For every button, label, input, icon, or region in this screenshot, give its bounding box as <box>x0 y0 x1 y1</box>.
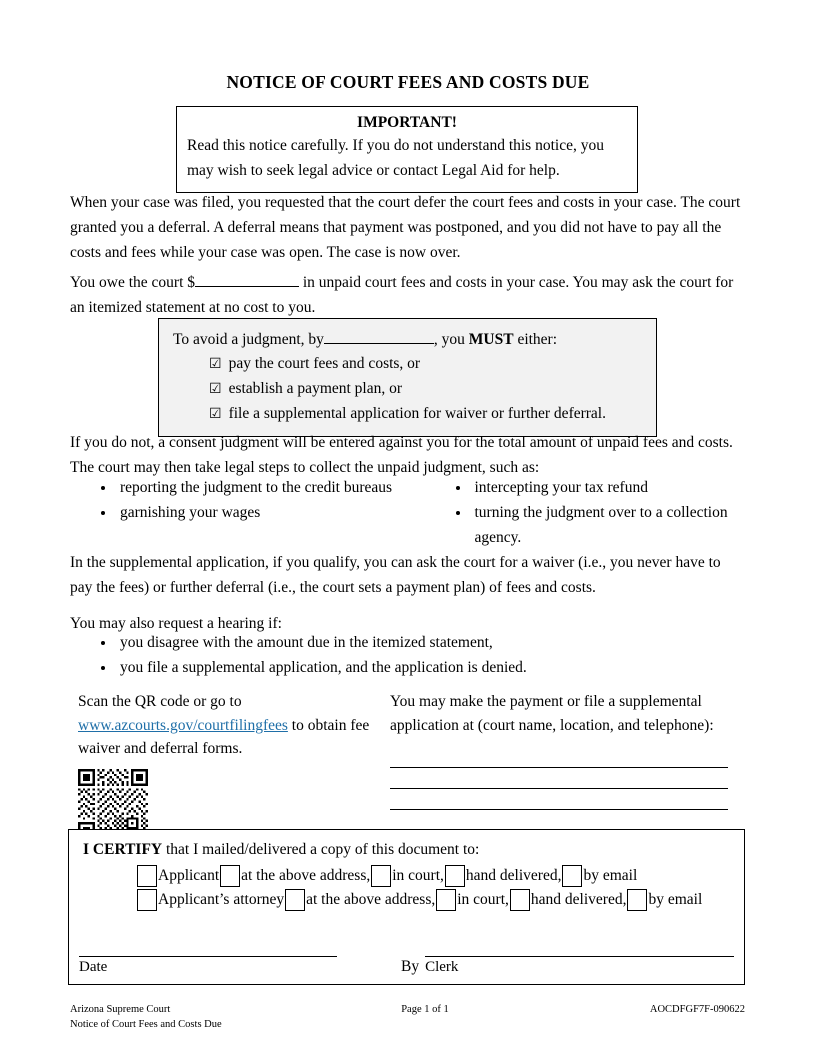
date-caption: Date <box>79 959 108 975</box>
avoid-judgment-lead-prefix: To avoid a judgment, by <box>173 331 324 348</box>
avoid-judgment-box <box>158 318 657 437</box>
payment-location-section <box>390 690 728 831</box>
certify-row-applicant <box>137 865 734 887</box>
deferral-explanation-paragraph: When your case was filed, you requested that the court defer the court fees and costs in your case. The court granted you a deferral. A deferral means that payment was postponed, and you did not have to pay all the costs and fees while your case was open. The case is now over. <box>70 194 741 262</box>
qr-code-section <box>78 690 378 839</box>
date-field-group <box>79 938 337 978</box>
amount-owed-prefix: You owe the court $ <box>70 274 195 291</box>
collection-steps-right-list <box>425 476 744 550</box>
hearing-reasons-list-wrap <box>70 630 743 680</box>
checkbox-checked-icon[interactable]: ☑ <box>209 356 222 373</box>
deadline-date-blank[interactable] <box>324 328 434 344</box>
important-body-text: Read this notice carefully. If you do not understand this notice, you may wish to seek legal advice or contact Legal Aid for help. <box>187 137 604 180</box>
checkbox-checked-icon[interactable]: ☑ <box>209 381 222 398</box>
payment-instructions: You may make the payment or file a supplemental application at (court name, location, and telephone): <box>390 693 714 734</box>
clerk-field-group <box>425 938 734 978</box>
supplemental-application-paragraph: In the supplemental application, if you qualify, you can ask the court for a waiver (i.e., you never have to pay the fees) or further deferral (i.e., the court sets a payment plan) of fees and costs. <box>70 554 721 597</box>
payment-blank-line[interactable] <box>390 789 728 810</box>
collection-steps-left-column <box>70 476 407 550</box>
list-item: • reporting the judgment to the credit bureaus <box>116 476 407 501</box>
qr-instructions <box>78 690 378 761</box>
footer-court-name: Arizona Supreme Court <box>70 1004 171 1015</box>
payment-blank-line[interactable] <box>390 768 728 789</box>
signature-row <box>79 938 734 978</box>
payment-blank-line[interactable] <box>390 810 728 831</box>
qr-instructions-line1: Scan the QR code or go to <box>78 693 242 710</box>
certify-label: hand delivered, <box>530 891 627 909</box>
must-options-list <box>173 351 644 426</box>
checkbox-attorney-in-court[interactable] <box>436 889 456 911</box>
certify-label: at the above address, <box>241 867 371 885</box>
list-item: • intercepting your tax refund <box>471 476 744 501</box>
checkbox-applicant[interactable] <box>137 865 157 887</box>
checkbox-attorney-above-address[interactable] <box>285 889 305 911</box>
checkbox-attorney-hand-delivered[interactable] <box>510 889 530 911</box>
consent-judgment-paragraph: If you do not, a consent judgment will be entered against you for the total amount of unpaid fees and costs. The court may then take legal steps to collect the unpaid judgment, such as: <box>70 434 733 477</box>
certify-lead-rest: that I mailed/delivered a copy of this document to: <box>162 841 480 858</box>
certify-label: Applicant <box>158 867 220 885</box>
collection-steps-columns <box>70 476 743 550</box>
clerk-signature-line[interactable] <box>425 938 734 957</box>
payment-blank-lines <box>390 747 728 831</box>
list-item: • garnishing your wages <box>116 501 407 526</box>
certificate-of-service-box <box>68 829 745 985</box>
important-notice-box <box>176 106 638 193</box>
certify-label: Applicant’s attorney <box>158 891 285 909</box>
amount-owed-blank[interactable] <box>195 271 299 287</box>
hearing-request-lead: You may also request a hearing if: <box>70 615 282 632</box>
collection-steps-left-list <box>70 476 407 526</box>
court-filing-fees-link[interactable]: www.azcourts.gov/courtfilingfees <box>78 716 288 734</box>
checkbox-applicant-by-email[interactable] <box>562 865 582 887</box>
footer-form-name: Notice of Court Fees and Costs Due <box>70 1018 222 1030</box>
checkbox-checked-icon[interactable]: ☑ <box>209 406 222 423</box>
must-option-label: pay the court fees and costs, or <box>228 355 421 373</box>
footer-source <box>70 1003 350 1033</box>
footer-form-code: AOCDFGF7F-090622 <box>649 1004 745 1015</box>
avoid-judgment-lead-mid: , you <box>433 331 469 348</box>
by-label: By <box>401 957 420 975</box>
checkbox-attorney-by-email[interactable] <box>627 889 647 911</box>
important-heading: IMPORTANT! <box>357 114 457 131</box>
amount-owed-suffix: in unpaid court fees and costs in your case. You may ask the court for an itemized statement at no cost to you. <box>70 274 734 317</box>
list-item: • you file a supplemental application, and the application is denied. <box>116 655 743 680</box>
certify-label: in court, <box>392 867 444 885</box>
list-item: • you disagree with the amount due in the itemized statement, <box>116 630 743 655</box>
payment-blank-line[interactable] <box>390 747 728 768</box>
page-title: NOTICE OF COURT FEES AND COSTS DUE <box>226 72 590 92</box>
checkbox-applicant-in-court[interactable] <box>371 865 391 887</box>
avoid-judgment-lead <box>173 328 644 351</box>
certify-emphasis: I CERTIFY <box>83 841 163 858</box>
collection-steps-right-column <box>407 476 744 550</box>
certify-label: at the above address, <box>306 891 436 909</box>
must-option-item[interactable] <box>209 376 644 401</box>
must-option-item[interactable] <box>209 401 644 426</box>
must-emphasis: MUST <box>468 331 514 348</box>
avoid-judgment-lead-suffix: either: <box>513 331 558 348</box>
certify-label: by email <box>648 891 703 909</box>
must-option-label: establish a payment plan, or <box>228 380 403 398</box>
certify-lead <box>83 838 734 861</box>
checkbox-applicant-above-address[interactable] <box>220 865 240 887</box>
must-option-label: file a supplemental application for waiver or further deferral. <box>228 405 606 423</box>
amount-owed-paragraph <box>70 270 743 320</box>
certify-label: in court, <box>457 891 509 909</box>
hearing-reasons-list <box>70 630 743 680</box>
checkbox-attorney[interactable] <box>137 889 157 911</box>
date-signature-line[interactable] <box>79 938 337 957</box>
certify-label: hand delivered, <box>465 867 562 885</box>
page-footer <box>70 1003 745 1033</box>
must-option-item[interactable] <box>209 351 644 376</box>
qr-instructions-tail: to obtain fee waiver and deferral forms. <box>78 716 370 758</box>
certify-label: by email <box>583 867 638 885</box>
certify-row-attorney <box>137 889 734 911</box>
list-item: • turning the judgment over to a collection agency. <box>471 501 744 551</box>
checkbox-applicant-hand-delivered[interactable] <box>445 865 465 887</box>
clerk-caption: Clerk <box>425 959 459 975</box>
footer-page-number: Page 1 of 1 <box>401 1004 449 1015</box>
